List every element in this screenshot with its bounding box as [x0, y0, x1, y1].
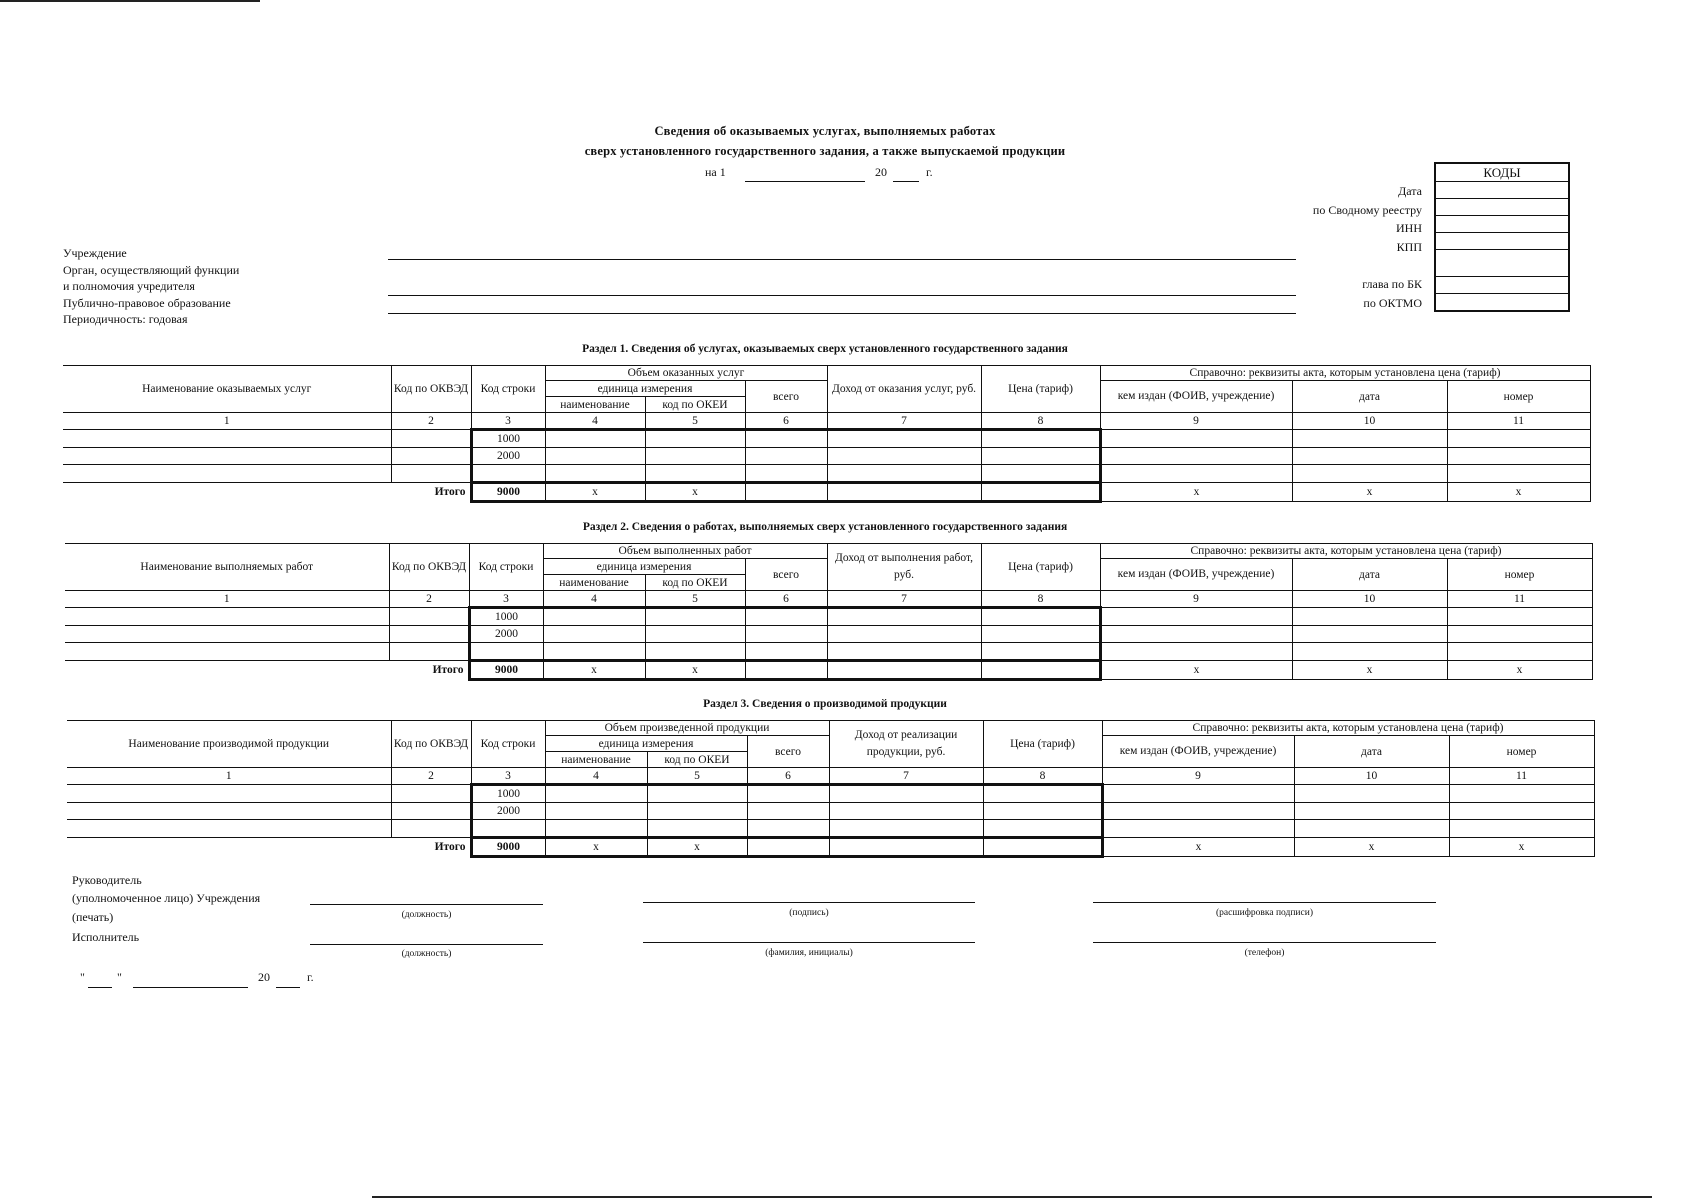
s2-num-4: 4 [543, 591, 645, 608]
s3-r1-c10[interactable] [1294, 785, 1449, 803]
codes-label-registry: по Сводному реестру [1312, 203, 1422, 217]
s2-total-x11: x [1447, 661, 1592, 680]
public-entity-line[interactable] [388, 313, 1296, 314]
section2-table [65, 543, 1593, 681]
s1-num-5: 5 [645, 413, 745, 430]
s2-r1-okved[interactable] [389, 608, 469, 626]
page-title-line2: сверх установленного государственного задания, а также выпускаемой продукции [584, 144, 1066, 158]
s2-r3-name[interactable] [65, 643, 389, 661]
codes-cell-date[interactable] [1435, 182, 1569, 199]
s1-r1-c4[interactable] [545, 430, 645, 448]
scan-edge-bottom [372, 1196, 1652, 1198]
sign-date-month-line[interactable] [133, 987, 248, 988]
s3-r1-c5[interactable] [647, 785, 747, 803]
date-day-month-line [745, 181, 865, 182]
s1-head-okved: Код по ОКВЭД [391, 366, 471, 413]
codes-cell-oktmo[interactable] [1435, 277, 1569, 294]
s1-head-name: Наименование оказываемых услуг [63, 366, 391, 413]
s3-r3-c5[interactable] [647, 820, 747, 838]
s2-r3-c5[interactable] [645, 643, 745, 661]
s1-total-x11: x [1447, 483, 1590, 502]
table-row [65, 608, 1592, 626]
s3-r2-c10[interactable] [1294, 803, 1449, 820]
s2-head-unit: единица измерения [543, 559, 745, 575]
codes-label-oktmo: по ОКТМО [1363, 296, 1422, 310]
s1-head-code: Код строки [471, 366, 545, 413]
s1-r3-code [471, 465, 545, 483]
institution-line[interactable] [388, 259, 1296, 260]
total-row [67, 838, 1594, 857]
s3-r2-c8[interactable] [983, 803, 1102, 820]
s3-head-income: Доход от реализации продукции, руб. [829, 721, 983, 768]
date-year-line [893, 181, 919, 182]
s3-r2-c7[interactable] [829, 803, 983, 820]
s3-r1-okved[interactable] [391, 785, 471, 803]
section3-table [67, 720, 1595, 858]
s3-num-4: 4 [545, 768, 647, 785]
s2-head-issuer: кем издан (ФОИВ, учреждение) [1100, 559, 1292, 591]
s1-total-c7[interactable] [827, 483, 981, 502]
s1-head-date: дата [1292, 381, 1447, 413]
sign-date-suffix: г. [307, 970, 314, 984]
s3-total-x5: x [647, 838, 747, 857]
s1-num-11: 11 [1447, 413, 1590, 430]
s2-num-11: 11 [1447, 591, 1592, 608]
s3-r1-name[interactable] [67, 785, 391, 803]
s3-r1-code: 1000 [471, 785, 545, 803]
s3-r3-c4[interactable] [545, 820, 647, 838]
s1-r3-name[interactable] [63, 465, 391, 483]
table-row [67, 785, 1594, 803]
codes-box [1434, 162, 1570, 312]
s1-r1-c7[interactable] [827, 430, 981, 448]
s3-num-2: 2 [391, 768, 471, 785]
s3-num-7: 7 [829, 768, 983, 785]
founder-line[interactable] [388, 295, 1296, 296]
codes-label-bk: глава по БК [1362, 277, 1422, 291]
s1-r2-name[interactable] [63, 448, 391, 465]
periodicity-label: Периодичность: годовая [63, 312, 188, 326]
s3-r3-c10[interactable] [1294, 820, 1449, 838]
s2-head-unit-okei: код по ОКЕИ [645, 575, 745, 591]
s2-num-3: 3 [469, 591, 543, 608]
s3-head-unit-okei: код по ОКЕИ [647, 752, 747, 768]
s2-total-code: 9000 [469, 661, 543, 680]
s3-r2-name[interactable] [67, 803, 391, 820]
s1-head-ref: Справочно: реквизиты акта, которым установлена цена (тариф) [1100, 366, 1590, 381]
s2-r1-c5[interactable] [645, 608, 745, 626]
codes-cell-extra[interactable] [1435, 294, 1569, 312]
s2-total-c8[interactable] [981, 661, 1100, 680]
executor-label: Исполнитель [72, 930, 140, 944]
head-label-3: (печать) [72, 910, 114, 924]
s3-total-code: 9000 [471, 838, 545, 857]
s1-head-number: номер [1447, 381, 1590, 413]
head-signature-line[interactable] [643, 902, 975, 903]
s2-head-code: Код строки [469, 544, 543, 591]
s2-r3-c6[interactable] [745, 643, 827, 661]
s2-num-5: 5 [645, 591, 745, 608]
s1-head-issuer: кем издан (ФОИВ, учреждение) [1100, 381, 1292, 413]
s3-r2-c9[interactable] [1102, 803, 1294, 820]
s3-total-x9: x [1102, 838, 1294, 857]
s1-num-10: 10 [1292, 413, 1447, 430]
s1-r3-c9[interactable] [1100, 465, 1292, 483]
s2-head-volume: Объем выполненных работ [543, 544, 827, 559]
table-row [63, 430, 1590, 448]
s1-r2-c10[interactable] [1292, 448, 1447, 465]
s3-r3-okved[interactable] [391, 820, 471, 838]
s2-r3-c10[interactable] [1292, 643, 1447, 661]
s3-r3-c9[interactable] [1102, 820, 1294, 838]
sign-date-quote-open: " [80, 970, 85, 984]
s1-num-8: 8 [981, 413, 1100, 430]
date-prefix: на 1 [705, 165, 726, 179]
s2-r2-c6[interactable] [745, 626, 827, 643]
org-fields [63, 245, 239, 328]
s1-num-2: 2 [391, 413, 471, 430]
total-row [65, 661, 1592, 680]
table-row [63, 448, 1590, 465]
s1-head-unit-name: наименование [545, 397, 645, 413]
s3-r1-c9[interactable] [1102, 785, 1294, 803]
s3-num-11: 11 [1449, 768, 1594, 785]
executor-phone-line[interactable] [1093, 942, 1436, 943]
s1-head-total: всего [745, 381, 827, 413]
s1-r1-name[interactable] [63, 430, 391, 448]
s2-total-c7[interactable] [827, 661, 981, 680]
s1-r3-c10[interactable] [1292, 465, 1447, 483]
s1-r2-c11[interactable] [1447, 448, 1590, 465]
total-row [63, 483, 1590, 502]
codes-label-kpp: КПП [1396, 240, 1422, 254]
s2-r1-c6[interactable] [745, 608, 827, 626]
s1-r1-c9[interactable] [1100, 430, 1292, 448]
s3-num-8: 8 [983, 768, 1102, 785]
s2-r2-c11[interactable] [1447, 626, 1592, 643]
s3-r3-c6[interactable] [747, 820, 829, 838]
s1-head-unit-okei: код по ОКЕИ [645, 397, 745, 413]
s3-total-label: Итого [67, 838, 471, 857]
head-position-line[interactable] [310, 904, 543, 905]
s2-r3-c11[interactable] [1447, 643, 1592, 661]
s1-total-label: Итого [63, 483, 471, 502]
section1-table [63, 365, 1591, 503]
s3-num-1: 1 [67, 768, 391, 785]
s1-total-x5: x [645, 483, 745, 502]
s1-total-x9: x [1100, 483, 1292, 502]
s1-r2-code: 2000 [471, 448, 545, 465]
codes-cell-registry[interactable] [1435, 199, 1569, 216]
head-signature-caption: (подпись) [789, 908, 829, 918]
sign-date-quote-close: " [117, 970, 122, 984]
date-suffix: г. [926, 165, 933, 179]
s2-head-total: всего [745, 559, 827, 591]
s3-num-9: 9 [1102, 768, 1294, 785]
date-year-prefix: 20 [875, 165, 887, 179]
s2-total-x5: x [645, 661, 745, 680]
s2-r1-c11[interactable] [1447, 608, 1592, 626]
head-label-2: (уполномоченное лицо) Учреждения [72, 891, 261, 905]
s2-r2-c8[interactable] [981, 626, 1100, 643]
founder-label-1: Орган, осуществляющий функции [63, 262, 240, 277]
s2-r3-c4[interactable] [543, 643, 645, 661]
s2-num-9: 9 [1100, 591, 1292, 608]
s3-r1-c8[interactable] [983, 785, 1102, 803]
s1-r2-okved[interactable] [391, 448, 471, 465]
s3-head-volume: Объем произведенной продукции [545, 721, 829, 736]
s1-r1-code: 1000 [471, 430, 545, 448]
s3-r3-c11[interactable] [1449, 820, 1594, 838]
s2-total-x9: x [1100, 661, 1292, 680]
s3-head-okved: Код по ОКВЭД [391, 721, 471, 768]
s1-r3-okved[interactable] [391, 465, 471, 483]
s2-head-okved: Код по ОКВЭД [389, 544, 469, 591]
s3-r3-c7[interactable] [829, 820, 983, 838]
section1-title: Раздел 1. Сведения об услугах, оказываемых сверх установленного государственного задания [582, 343, 1068, 355]
s2-r2-okved[interactable] [389, 626, 469, 643]
s1-num-1: 1 [63, 413, 391, 430]
s3-head-ref: Справочно: реквизиты акта, которым установлена цена (тариф) [1102, 721, 1594, 736]
s3-r2-c4[interactable] [545, 803, 647, 820]
s1-total-code: 9000 [471, 483, 545, 502]
s2-total-x4: x [543, 661, 645, 680]
founder-label-2: и полномочия учредителя [63, 279, 195, 293]
s2-r1-code: 1000 [469, 608, 543, 626]
s2-r3-c7[interactable] [827, 643, 981, 661]
section2-title: Раздел 2. Сведения о работах, выполняемых сверх установленного государственного задания [582, 521, 1068, 533]
s2-r3-okved[interactable] [389, 643, 469, 661]
s2-total-c6[interactable] [745, 661, 827, 680]
s3-r1-c4[interactable] [545, 785, 647, 803]
s3-total-x10: x [1294, 838, 1449, 857]
s3-r2-okved[interactable] [391, 803, 471, 820]
s2-num-2: 2 [389, 591, 469, 608]
table-row [65, 643, 1592, 661]
s2-r2-c7[interactable] [827, 626, 981, 643]
s3-head-issuer: кем издан (ФОИВ, учреждение) [1102, 736, 1294, 768]
public-entity-label: Публично-правовое образование [63, 295, 231, 310]
s2-r1-c4[interactable] [543, 608, 645, 626]
sign-date-year-line[interactable] [276, 987, 300, 988]
s1-r1-c10[interactable] [1292, 430, 1447, 448]
s1-r1-c11[interactable] [1447, 430, 1590, 448]
executor-position-caption: (должность) [401, 949, 452, 959]
codes-heading: КОДЫ [1435, 163, 1569, 182]
codes-cell-inn[interactable] [1435, 216, 1569, 233]
s2-num-1: 1 [65, 591, 389, 608]
executor-position-line[interactable] [310, 944, 543, 945]
s2-r2-c5[interactable] [645, 626, 745, 643]
s1-r3-c11[interactable] [1447, 465, 1590, 483]
s3-head-total: всего [747, 736, 829, 768]
codes-label-inn: ИНН [1396, 221, 1422, 235]
s2-total-label: Итого [65, 661, 469, 680]
s1-r3-c5[interactable] [645, 465, 745, 483]
s2-r2-name[interactable] [65, 626, 389, 643]
s2-num-10: 10 [1292, 591, 1447, 608]
s3-r2-c5[interactable] [647, 803, 747, 820]
s3-r3-code [471, 820, 545, 838]
s3-r2-code: 2000 [471, 803, 545, 820]
s2-r1-c9[interactable] [1100, 608, 1292, 626]
s2-head-date: дата [1292, 559, 1447, 591]
s2-head-income: Доход от выполнения работ, руб. [827, 544, 981, 591]
scan-edge-top [0, 0, 260, 2]
head-position-caption: (должность) [401, 910, 452, 920]
s2-head-number: номер [1447, 559, 1592, 591]
s3-r1-c11[interactable] [1449, 785, 1594, 803]
codes-cell-bk[interactable] [1435, 250, 1569, 277]
s1-num-9: 9 [1100, 413, 1292, 430]
s3-head-name: Наименование производимой продукции [67, 721, 391, 768]
s3-total-x11: x [1449, 838, 1594, 857]
s1-total-x10: x [1292, 483, 1447, 502]
s1-r2-c5[interactable] [645, 448, 745, 465]
s1-total-x4: x [545, 483, 645, 502]
s3-r1-c6[interactable] [747, 785, 829, 803]
s2-r2-c4[interactable] [543, 626, 645, 643]
s1-head-unit: единица измерения [545, 381, 745, 397]
s3-head-number: номер [1449, 736, 1594, 768]
sign-date-year-prefix: 20 [258, 970, 270, 984]
table-row [67, 803, 1594, 820]
s3-head-unit-name: наименование [545, 752, 647, 768]
s1-total-c8[interactable] [981, 483, 1100, 502]
s1-r1-c6[interactable] [745, 430, 827, 448]
s1-r2-c8[interactable] [981, 448, 1100, 465]
s1-r2-c9[interactable] [1100, 448, 1292, 465]
s3-head-price: Цена (тариф) [983, 721, 1102, 768]
s2-r3-code [469, 643, 543, 661]
s1-r1-okved[interactable] [391, 430, 471, 448]
s3-head-code: Код строки [471, 721, 545, 768]
s3-num-6: 6 [747, 768, 829, 785]
s1-num-7: 7 [827, 413, 981, 430]
executor-name-line[interactable] [643, 942, 975, 943]
codes-label-date: Дата [1398, 184, 1422, 198]
s1-head-income: Доход от оказания услуг, руб. [827, 366, 981, 413]
s2-r3-c9[interactable] [1100, 643, 1292, 661]
s2-r2-code: 2000 [469, 626, 543, 643]
s2-num-6: 6 [745, 591, 827, 608]
s3-r3-c8[interactable] [983, 820, 1102, 838]
s1-r2-c7[interactable] [827, 448, 981, 465]
institution-label: Учреждение [63, 246, 127, 260]
s3-num-10: 10 [1294, 768, 1449, 785]
s3-r2-c6[interactable] [747, 803, 829, 820]
s2-head-name: Наименование выполняемых работ [65, 544, 389, 591]
executor-name-caption: (фамилия, инициалы) [765, 948, 853, 958]
s2-total-x10: x [1292, 661, 1447, 680]
page-title-line1: Сведения об оказываемых услугах, выполняемых работах [654, 124, 996, 138]
table-row [67, 820, 1594, 838]
s2-r2-c10[interactable] [1292, 626, 1447, 643]
s2-head-unit-name: наименование [543, 575, 645, 591]
head-label-1: Руководитель [72, 873, 142, 887]
s3-total-x4: x [545, 838, 647, 857]
s1-r2-c4[interactable] [545, 448, 645, 465]
s1-num-3: 3 [471, 413, 545, 430]
s1-r3-c7[interactable] [827, 465, 981, 483]
s2-r3-c8[interactable] [981, 643, 1100, 661]
s3-num-5: 5 [647, 768, 747, 785]
s3-r2-c11[interactable] [1449, 803, 1594, 820]
s2-head-price: Цена (тариф) [981, 544, 1100, 591]
s1-total-c6[interactable] [745, 483, 827, 502]
table-row [63, 465, 1590, 483]
head-decoding-line[interactable] [1093, 902, 1436, 903]
head-decoding-caption: (расшифровка подписи) [1216, 908, 1313, 918]
s3-num-3: 3 [471, 768, 545, 785]
s1-r1-c5[interactable] [645, 430, 745, 448]
s1-head-volume: Объем оказанных услуг [545, 366, 827, 381]
s3-total-c6[interactable] [747, 838, 829, 857]
s2-num-7: 7 [827, 591, 981, 608]
s2-r1-name[interactable] [65, 608, 389, 626]
table-row [65, 626, 1592, 643]
s3-r3-name[interactable] [67, 820, 391, 838]
s2-r2-c9[interactable] [1100, 626, 1292, 643]
codes-cell-kpp[interactable] [1435, 233, 1569, 250]
s2-r1-c10[interactable] [1292, 608, 1447, 626]
s1-r3-c4[interactable] [545, 465, 645, 483]
s2-r1-c7[interactable] [827, 608, 981, 626]
section3-title: Раздел 3. Сведения о производимой продукции [703, 698, 947, 710]
s1-head-price: Цена (тариф) [981, 366, 1100, 413]
sign-date-day-line[interactable] [88, 987, 112, 988]
s3-total-c7[interactable] [829, 838, 983, 857]
s3-total-c8[interactable] [983, 838, 1102, 857]
s2-head-ref: Справочно: реквизиты акта, которым установлена цена (тариф) [1100, 544, 1592, 559]
s2-r1-c8[interactable] [981, 608, 1100, 626]
executor-phone-caption: (телефон) [1244, 948, 1285, 958]
s1-num-4: 4 [545, 413, 645, 430]
s3-r1-c7[interactable] [829, 785, 983, 803]
s1-r2-c6[interactable] [745, 448, 827, 465]
s3-head-date: дата [1294, 736, 1449, 768]
s1-r3-c8[interactable] [981, 465, 1100, 483]
s1-num-6: 6 [745, 413, 827, 430]
s3-head-unit: единица измерения [545, 736, 747, 752]
s2-num-8: 8 [981, 591, 1100, 608]
s1-r1-c8[interactable] [981, 430, 1100, 448]
s1-r3-c6[interactable] [745, 465, 827, 483]
